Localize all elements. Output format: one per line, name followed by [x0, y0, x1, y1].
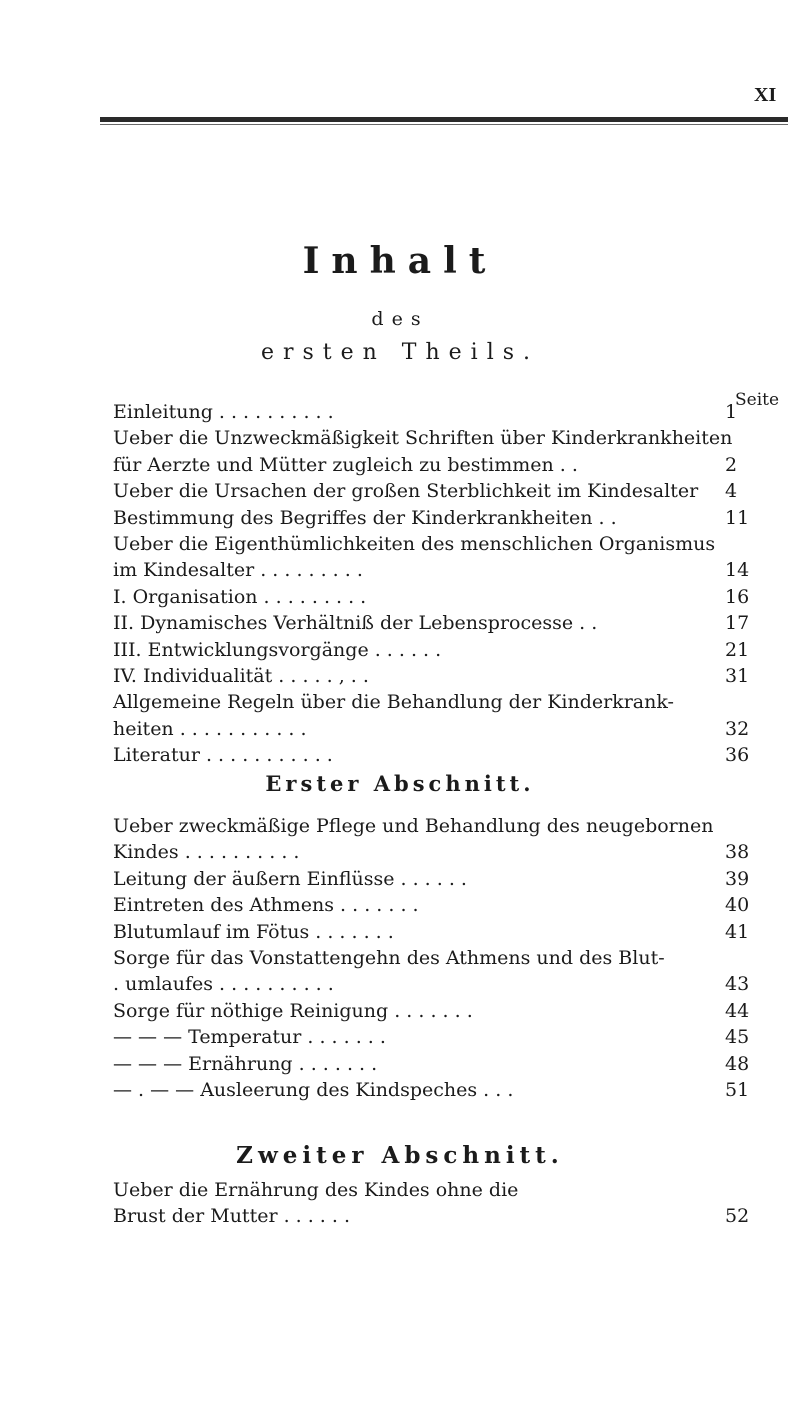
- toc-entry: [113, 1051, 765, 1077]
- toc-entry-page: 32: [725, 717, 750, 740]
- toc-entry-title: heiten . . . . . . . . . . .: [113, 717, 307, 740]
- toc-entry-page: 39: [725, 867, 750, 890]
- toc-entry: [113, 866, 765, 892]
- section-heading-erster: Erster Abschnitt.: [265, 771, 535, 796]
- toc-entry-title: Ueber die Unzweckmäßigkeit Schriften über Kinderkrankheiten: [113, 427, 733, 450]
- toc-entry-page: 48: [725, 1052, 750, 1075]
- toc-entry: [113, 557, 765, 583]
- toc-entry-page: 45: [725, 1026, 750, 1049]
- toc-entry-page: 38: [725, 841, 750, 864]
- toc-entry: [113, 945, 765, 971]
- toc-entry-page: 14: [725, 559, 750, 582]
- toc-entry-title: Ueber die Eigenthümlichkeiten des menschlichen Organismus: [113, 533, 716, 555]
- toc-entry-page: 40: [725, 894, 750, 917]
- toc-entry: [113, 610, 765, 636]
- toc-entry-title: Kindes . . . . . . . . . .: [113, 841, 300, 864]
- toc-entry-title: Blutumlauf im Fötus . . . . . . .: [113, 920, 394, 943]
- toc-entry: [113, 839, 765, 865]
- toc-entry: [113, 1177, 765, 1203]
- seite-column-label: Seite: [735, 390, 780, 410]
- toc-entry-title: Eintreten des Athmens . . . . . . .: [113, 894, 419, 917]
- toc-entry-page: 41: [725, 920, 750, 943]
- toc-entry-title: Ueber die Ursachen der großen Sterblichkeit im Kindesalter: [113, 480, 699, 503]
- header-rule: [100, 117, 788, 122]
- toc-entry-title: II. Dynamisches Verhältniß der Lebensprocesse . .: [113, 612, 598, 635]
- toc-entry: [113, 478, 765, 504]
- toc-entry-title: — . — — Ausleerung des Kindspeches . . .: [113, 1079, 514, 1101]
- toc-entry: [113, 1024, 765, 1050]
- toc-entry-title: — — — Ernährung . . . . . . .: [113, 1052, 378, 1075]
- section-heading-zweiter: Zweiter Abschnitt.: [236, 1142, 564, 1169]
- toc-entry-page: 52: [725, 1205, 750, 1228]
- toc-entry-title: Ueber die Ernährung des Kindes ohne die: [113, 1179, 519, 1201]
- toc-entry-page: 36: [725, 744, 750, 767]
- title-line-theil: ersten Theils.: [260, 340, 540, 365]
- toc-entry-page: 17: [725, 612, 750, 635]
- toc-entry-page: 44: [725, 999, 750, 1022]
- toc-entry: [113, 716, 765, 742]
- toc-entry-title: . umlaufes . . . . . . . . . .: [113, 973, 334, 996]
- title-line-des: des: [371, 308, 429, 330]
- toc-entry-title: für Aerzte und Mütter zugleich zu bestimmen . .: [113, 453, 578, 476]
- toc-entry-page: 21: [725, 638, 750, 661]
- toc-entry: [113, 919, 765, 945]
- toc-entry-title: IV. Individualität . . . . . , . .: [113, 665, 369, 687]
- toc-entry: [113, 663, 765, 689]
- toc-entry: [113, 531, 765, 557]
- toc-entry-page: 31: [725, 665, 750, 687]
- toc-entry: [113, 742, 765, 768]
- toc-entry-title: I. Organisation . . . . . . . . .: [113, 585, 367, 608]
- toc-entry-title: Literatur . . . . . . . . . . .: [113, 744, 333, 767]
- toc-entry: [113, 399, 765, 425]
- toc-entry-page: 4: [725, 480, 738, 503]
- toc-entry: [113, 505, 765, 531]
- toc-entry-title: Sorge für das Vonstattengehn des Athmens und des Blut-: [113, 947, 665, 969]
- toc-entry-page: 51: [725, 1079, 750, 1101]
- toc-entry-page: 2: [725, 453, 738, 476]
- page-title: Inhalt: [302, 240, 498, 282]
- toc-entry-title: Brust der Mutter . . . . . .: [113, 1205, 350, 1228]
- toc-entry: [113, 425, 765, 451]
- toc-entry-title: Einleitung . . . . . . . . . .: [113, 401, 334, 423]
- header-rule-thin: [100, 124, 788, 125]
- toc-entry-title: — — — Temperatur . . . . . . .: [113, 1026, 386, 1049]
- toc-entry: [113, 998, 765, 1024]
- page-number: XI: [754, 84, 777, 106]
- toc-entry: [113, 813, 765, 839]
- toc-entry: [113, 637, 765, 663]
- toc-entry-page: 16: [725, 585, 750, 608]
- toc-entry-title: Ueber zweckmäßige Pflege und Behandlung des neugebornen: [113, 815, 714, 837]
- toc-entry: [113, 971, 765, 997]
- toc-entry: [113, 1077, 765, 1103]
- toc-entry-title: Sorge für nöthige Reinigung . . . . . . .: [113, 999, 473, 1022]
- toc-entry-title: Leitung der äußern Einflüsse . . . . . .: [113, 867, 467, 890]
- toc-entry-title: Bestimmung des Begriffes der Kinderkrankheiten . .: [113, 506, 617, 529]
- toc-entry: [113, 584, 765, 610]
- toc-entry: [113, 892, 765, 918]
- toc-entry-title: Allgemeine Regeln über die Behandlung der Kinderkrank-: [113, 691, 674, 714]
- toc-entry-page: 43: [725, 973, 750, 996]
- toc-entry-title: III. Entwicklungsvorgänge . . . . . .: [113, 638, 442, 661]
- toc-entry-page: 11: [725, 506, 750, 529]
- toc-entry: [113, 689, 765, 715]
- toc-entry: [113, 1203, 765, 1229]
- toc-entry-page: 1: [725, 401, 738, 423]
- toc-entry: [113, 452, 765, 478]
- toc-entry-title: im Kindesalter . . . . . . . . .: [113, 559, 363, 582]
